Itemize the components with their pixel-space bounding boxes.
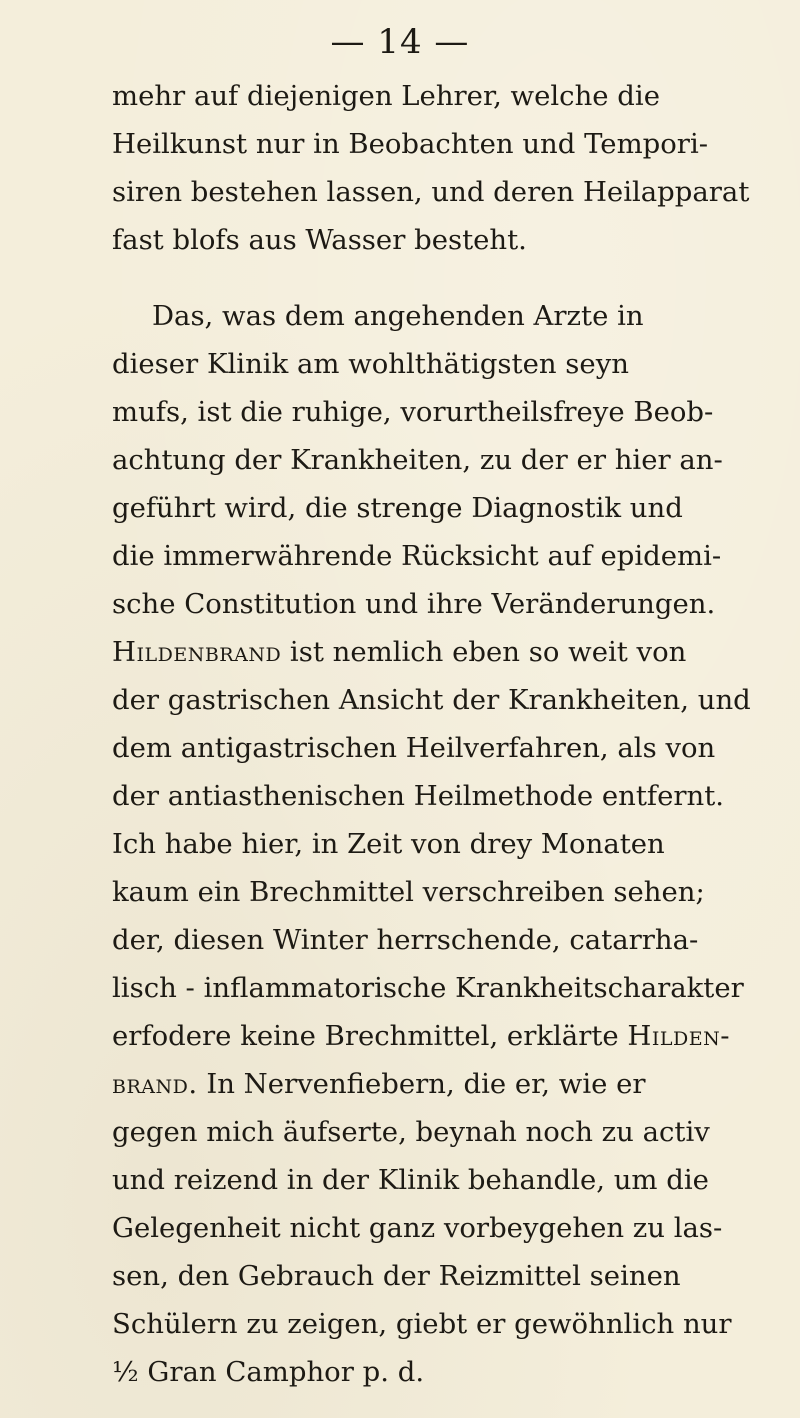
page-number: — 14 — [330,22,470,62]
text-fragment: ist nemlich eben so weit von [281,636,687,668]
text-line: dem antigastrischen Heilverfahren, als von [112,732,716,764]
text-line: sen, den Gebrauch der Reizmittel seinen [112,1260,681,1292]
text-line-with-name [112,1012,767,1060]
body-text [112,72,767,1396]
text-line: achtung der Krankheiten, zu der er hier an- [112,444,723,476]
text-line: sche Constitution und ihre Veränderungen. [112,588,716,620]
text-line: Heilkunst nur in Beobachten und Tempori- [112,128,709,160]
text-line: gegen mich äufserte, beynah noch zu activ [112,1116,710,1148]
person-name-hildenbrand: Hilden- [627,1020,731,1052]
text-line: mufs, ist die ruhige, vorurtheilsfreye Beob- [112,396,714,428]
text-line: und reizend in der Klinik behandle, um die [112,1164,709,1196]
text-line: der antiasthenischen Heilmethode entfernt. [112,780,724,812]
text-line: der, diesen Winter herrschende, catarrha- [112,924,699,956]
text-line: Schülern zu zeigen, giebt er gewöhnlich nur [112,1308,732,1340]
text-line: Das, was dem angehenden Arzte in [152,300,644,332]
text-line-with-name [112,628,767,676]
text-line: kaum ein Brechmittel verschreiben sehen; [112,876,705,908]
text-line: Gelegenheit nicht ganz vorbeygehen zu las- [112,1212,723,1244]
text-line: mehr auf diejenigen Lehrer, welche die [112,80,660,112]
text-line-with-name [112,1060,767,1108]
text-line: die immerwährende Rücksicht auf epidemi- [112,540,722,572]
text-line: Ich habe hier, in Zeit von drey Monaten [112,828,665,860]
text-fragment: In Nervenfiebern, die er, wie er [197,1068,646,1100]
text-line: dieser Klinik am wohlthätigsten seyn [112,348,629,380]
person-name-hildenbrand: brand. [112,1068,198,1100]
text-fragment: erfodere keine Brechmittel, erklärte [112,1020,628,1052]
text-line: der gastrischen Ansicht der Krankheiten, und [112,684,751,716]
text-line: fast blofs aus Wasser besteht. [112,224,527,256]
text-line: lisch - inflammatorische Krankheitscharakter [112,972,744,1004]
person-name-hildenbrand: Hildenbrand [112,636,282,668]
text-line: ½ Gran Camphor p. d. [112,1356,425,1388]
text-line: geführt wird, die strenge Diagnostik und [112,492,683,524]
text-line: siren bestehen lassen, und deren Heilapparat [112,176,750,208]
